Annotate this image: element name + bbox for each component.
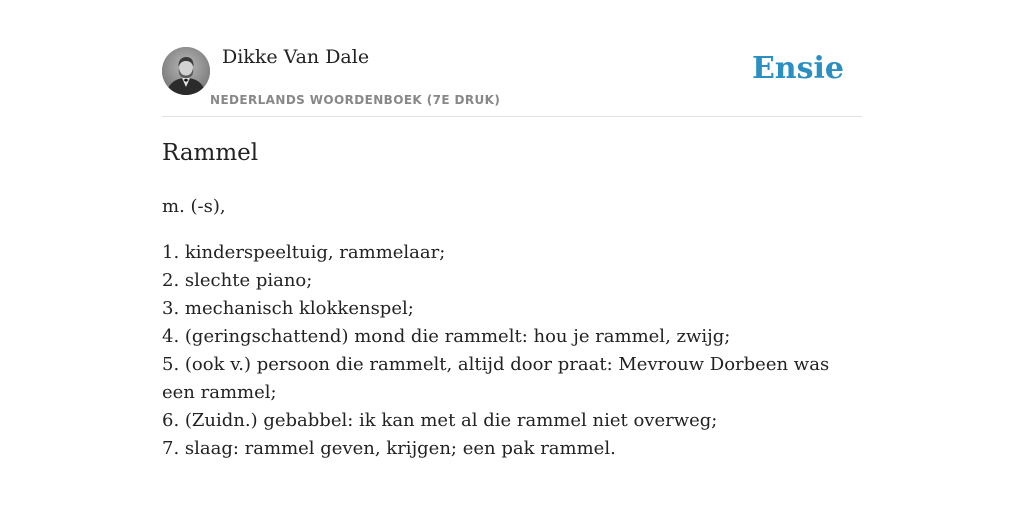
- definition-item: 4. (geringschattend) mond die rammelt: hou je rammel, zwijg;: [162, 326, 731, 347]
- definition-list: [162, 239, 852, 463]
- page: [162, 0, 862, 459]
- definition-item: 7. slaag: rammel geven, krijgen; een pak rammel.: [162, 438, 616, 459]
- entry-title: Rammel: [162, 140, 259, 166]
- definition-item: 2. slechte piano;: [162, 270, 313, 291]
- definition-item: 3. mechanisch klokkenspel;: [162, 298, 414, 319]
- definition-item: 1. kinderspeeltuig, rammelaar;: [162, 242, 446, 263]
- dictionary-subtitle[interactable]: NEDERLANDS WOORDENBOEK (7E DRUK): [210, 93, 501, 107]
- author-avatar[interactable]: [162, 47, 210, 95]
- author-name[interactable]: Dikke Van Dale: [222, 46, 370, 68]
- header: [162, 0, 862, 117]
- definition-item: 6. (Zuidn.) gebabbel: ik kan met al die rammel niet overweg;: [162, 410, 718, 431]
- entry-grammar: m. (-s),: [162, 196, 226, 217]
- definition-item: 5. (ook v.) persoon die rammelt, altijd door praat: Mevrouw Dorbeen was een rammel;: [162, 354, 830, 403]
- brand-logo[interactable]: Ensie: [751, 51, 844, 86]
- portrait-photo-icon: [162, 47, 210, 95]
